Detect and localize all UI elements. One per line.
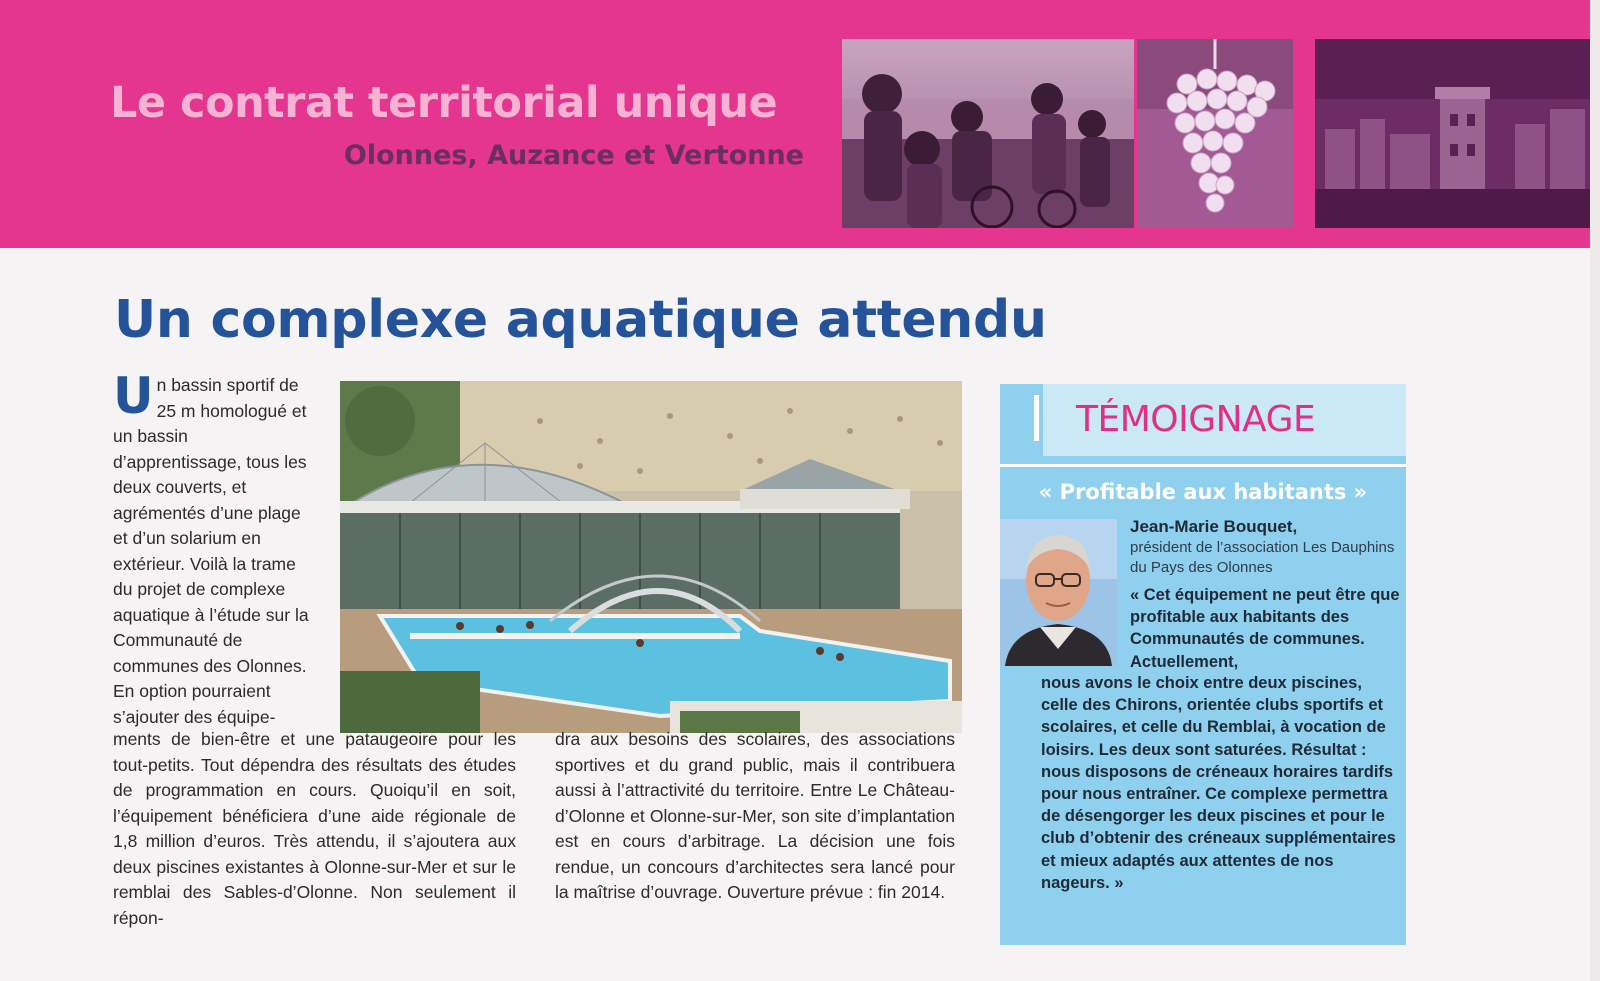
drop-cap: U <box>113 367 154 425</box>
testimony-label: TÉMOIGNAGE <box>1076 399 1316 440</box>
header-banner <box>0 0 1590 248</box>
testimony-quote-start: « Cet équipement ne peut être que profitable aux habitants des Communautés de communes. Actuellement, <box>1130 586 1400 671</box>
testimony-marker <box>1034 395 1039 441</box>
testimony-title: « Profitable aux habitants » <box>1038 480 1368 504</box>
harbour-photo <box>1315 39 1590 228</box>
testimony-header <box>1043 384 1406 456</box>
testimony-divider <box>1000 464 1406 467</box>
article-headline: Un complexe aquatique attendu <box>114 290 1047 350</box>
article-lead-text: n bassin sportif de 25 m homologué et un bassin d’apprentissage, tous les deux couverts, et agrémentés d’une plage et d’un solarium en extérieur. Voilà la trame du projet de complexe aquatique à l’étude sur la Communauté de communes des Olonnes. En option pourraient s’ajouter des équipe- <box>113 375 309 727</box>
grapes-photo <box>1137 39 1293 228</box>
cyclists-photo <box>842 39 1134 228</box>
aquatic-complex-photo <box>340 381 962 733</box>
banner-subtitle: Olonnes, Auzance et Vertonne <box>343 140 804 171</box>
testimony-quote-end: nous avons le choix entre deux piscines, celle des Chirons, orientée clubs sportifs et scolaires, et celle du Remblai, à vocation de loisirs. Les deux sont saturées. Résultat : nous disposons de créneaux horaires tardifs pour nous entraîner. Ce complexe permettra de désengorger les deux piscines et pour le club d’obtenir des créneaux supplémentaires et mieux adaptés aux attentes de nos nageurs. » <box>1041 674 1396 892</box>
article-column-left: ments de bien-être et une pataugeoire pour les tout-petits. Tout dépendra des résultats des études de programmation en cours. Quoiqu’il en soit, l’équipement bénéficiera d’une aide régionale de 1,8 million d’euros. Très attendu, il s’ajoutera aux deux piscines existantes à Olonne-sur-Mer et sur le remblai des Sables-d’Olonne. Non seulement il répon- <box>113 729 516 928</box>
article-column-right: dra aux besoins des scolaires, des associations sportives et du grand public, mais il contribuera aussi à l’attractivité du territoire. Entre Le Château-d’Olonne et Olonne-sur-Mer, son site d’implantation est en cours d’arbitrage. La décision une fois rendue, un concours d’architectes sera lancé pour la maîtrise d’ouvrage. Ouverture prévue : fin 2014. <box>555 729 955 902</box>
testimony-role: président de l’association Les Dauphins du Pays des Olonnes <box>1130 539 1395 576</box>
article-lead-column <box>113 367 313 730</box>
portrait-photo <box>1000 519 1117 666</box>
banner-title: Le contrat territorial unique <box>110 78 778 128</box>
testimony-box <box>1000 384 1406 945</box>
testimony-name: Jean-Marie Bouquet, <box>1130 517 1298 536</box>
